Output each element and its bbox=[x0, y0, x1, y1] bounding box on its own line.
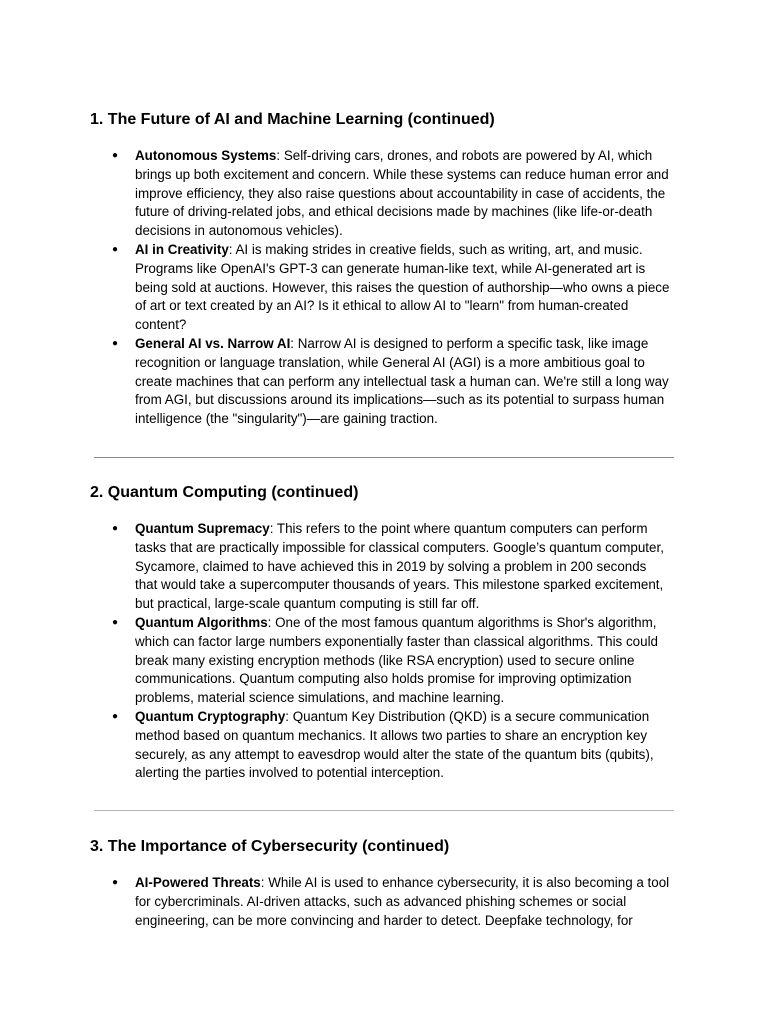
section-heading: 2. Quantum Computing (continued) bbox=[90, 484, 359, 501]
bullet-list bbox=[90, 147, 680, 429]
list-item bbox=[90, 520, 672, 614]
section-cybersecurity bbox=[90, 837, 680, 930]
item-text: : AI is making strides in creative fields, such as writing, art, and music. Programs like OpenAI's GPT-3 can generate human-like text, while AI-generated art is being sold at auctions. However, this raises the question of authorship—who owns a piece of art or text created by an AI? Is it ethical to allow AI to "learn" from human-created content? bbox=[135, 241, 670, 333]
item-text: : Quantum Key Distribution (QKD) is a secure communication method based on quantum mechanics. It allows two parties to share an encryption key securely, as any attempt to eavesdrop would alter the state of the quantum bits (qubits), alerting the parties involved to potential interception. bbox=[135, 708, 654, 781]
horizontal-divider bbox=[94, 810, 674, 811]
item-term: Quantum Supremacy bbox=[135, 521, 270, 536]
item-text: : This refers to the point where quantum computers can perform tasks that are practically impossible for classical computers. Google’s quantum computer, Sycamore, claimed to have achieved this in 2019 by solving a problem in 200 seconds that would take a supercomputer thousands of years. This milestone sparked excitement, but practical, large-scale quantum computing is still far off. bbox=[135, 521, 664, 612]
section-quantum-computing bbox=[90, 483, 680, 783]
section-heading: 1. The Future of AI and Machine Learning (continued) bbox=[90, 111, 495, 128]
item-text: : One of the most famous quantum algorithms is Shor's algorithm, which can factor large numbers exponentially faster than classical algorithms. This could break many existing encryption methods (like RSA encryption) used to secure online communications. Quantum computing also holds promise for improving optimization problems, material science simulations, and machine learning. bbox=[135, 614, 658, 706]
item-text: : Self-driving cars, drones, and robots are powered by AI, which brings up both excitement and concern. While these systems can reduce human error and improve efficiency, they also raise questions about accountability in case of accidents, the future of driving-related jobs, and ethical decisions made by machines (like life-or-death decisions in autonomous vehicles). bbox=[135, 148, 669, 239]
item-text: : Narrow AI is designed to perform a specific task, like image recognition or language translation, while General AI (AGI) is a more ambitious goal to create machines that can perform any intellectual task a human can. We're still a long way from AGI, but discussions around its implications—such as its potential to surpass human intelligence (the "singularity")—are gaining traction. bbox=[135, 335, 669, 427]
list-item bbox=[90, 335, 672, 429]
section-heading: 3. The Importance of Cybersecurity (continued) bbox=[90, 838, 450, 855]
bullet-list bbox=[90, 520, 680, 783]
item-term: Quantum Cryptography bbox=[135, 708, 286, 724]
list-item bbox=[90, 147, 672, 241]
item-term: AI-Powered Threats bbox=[135, 875, 261, 890]
section-ai-ml bbox=[90, 110, 680, 429]
bullet-list bbox=[90, 874, 680, 930]
list-item bbox=[90, 708, 672, 783]
item-term: Quantum Algorithms bbox=[135, 614, 268, 630]
list-item bbox=[90, 614, 680, 708]
list-item bbox=[90, 241, 672, 335]
list-item bbox=[90, 874, 672, 930]
item-text: : While AI is used to enhance cybersecurity, it is also becoming a tool for cybercriminals. AI-driven attacks, such as advanced phishing schemes or social engineering, can be more convincing and harder to detect. Deepfake technology, for bbox=[135, 875, 670, 928]
item-term: Autonomous Systems bbox=[135, 148, 277, 163]
horizontal-divider bbox=[94, 457, 674, 458]
item-term: General AI vs. Narrow AI bbox=[135, 335, 291, 351]
item-term: AI in Creativity bbox=[135, 241, 229, 257]
